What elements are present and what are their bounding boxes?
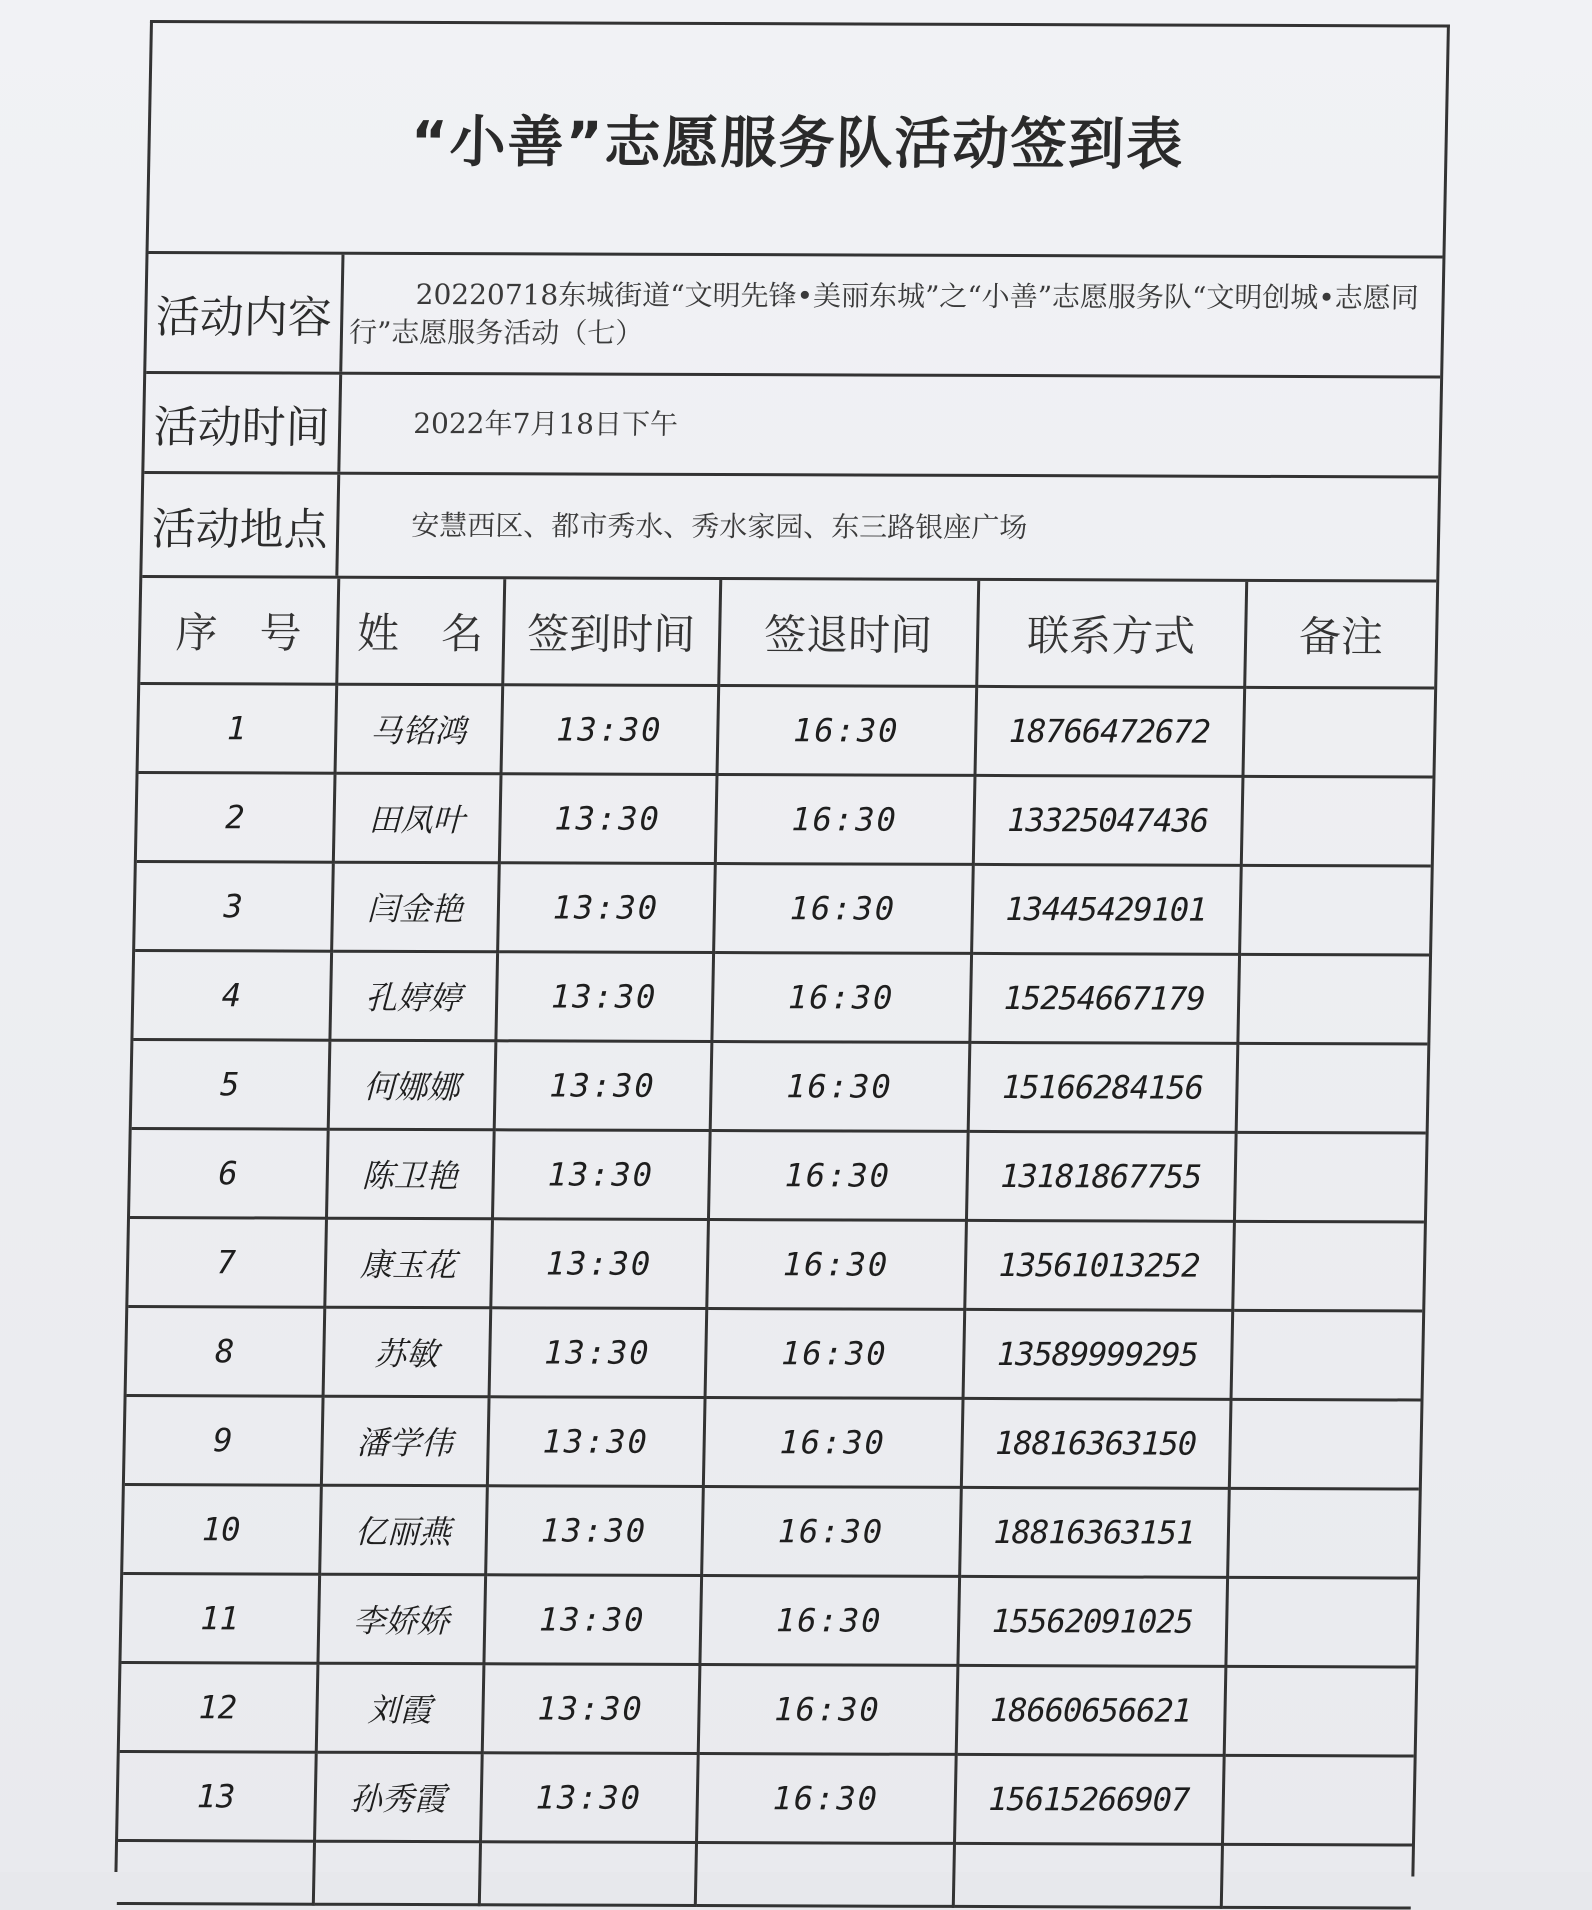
activity-place-row [142,474,1438,583]
header-sign-out-time: 签退时间 [718,580,978,686]
row-sign-in: 13:30 [480,1753,698,1843]
row-sign-in: 13:30 [499,774,717,864]
row-name: 亿丽燕 [319,1485,487,1575]
row-name: 孔婷婷 [329,951,497,1041]
row-note [1234,1132,1426,1222]
title-row [149,23,1447,259]
empty-cell [953,1843,1222,1907]
row-sign-out: 16:30 [715,775,975,865]
activity-content-label: 活动内容 [146,254,344,372]
row-note [1224,1666,1416,1756]
row-sign-out: 16:30 [701,1487,961,1577]
row-sign-out: 16:30 [699,1576,959,1666]
row-name: 何娜娜 [328,1040,496,1130]
row-phone: 18660656621 [956,1665,1226,1755]
row-serial: 3 [135,862,333,952]
row-serial: 2 [137,773,335,863]
header-contact: 联系方式 [976,581,1246,687]
row-sign-out: 16:30 [705,1309,965,1399]
row-phone: 15562091025 [957,1576,1227,1666]
row-serial: 5 [132,1040,330,1130]
row-name: 孙秀霞 [314,1752,482,1842]
row-name: 李娇娇 [317,1574,485,1664]
table-row [132,1040,1428,1134]
activity-place-value: 安慧西区、都市秀水、秀水家园、东三路银座广场 [410,508,1028,544]
row-serial: 6 [130,1129,328,1219]
table-header-row [140,578,1436,688]
table-row [130,1129,1426,1223]
row-sign-out: 16:30 [708,1131,968,1221]
header-remarks: 备注 [1244,582,1436,688]
header-sign-in-time: 签到时间 [502,579,720,685]
row-sign-out: 16:30 [711,953,971,1043]
row-sign-in: 13:30 [490,1219,708,1309]
row-sign-out: 16:30 [717,686,977,776]
row-sign-in: 13:30 [482,1664,700,1754]
row-name: 苏敏 [323,1307,491,1397]
row-phone: 15166284156 [968,1042,1238,1132]
row-sign-in: 13:30 [492,1130,710,1220]
row-sign-in: 13:30 [487,1397,705,1487]
empty-cell [695,1843,954,1907]
row-sign-out: 16:30 [706,1220,966,1310]
row-sign-in: 13:30 [483,1575,701,1665]
row-sign-in: 13:30 [501,685,719,775]
table-row [125,1396,1421,1490]
row-name: 闫金艳 [331,862,499,952]
row-serial: 8 [127,1307,325,1397]
row-name: 田凤叶 [333,773,501,863]
activity-time-value: 2022年7月18日下午 [412,406,679,441]
row-serial: 4 [133,951,331,1041]
table-row [127,1307,1423,1401]
table-row [118,1751,1414,1845]
table-row [137,773,1433,867]
activity-time-row [144,374,1440,479]
row-name: 陈卫艳 [326,1129,494,1219]
row-phone: 13325047436 [973,775,1243,865]
activity-place-label: 活动地点 [142,474,340,576]
row-note [1222,1755,1414,1845]
empty-cell [1221,1844,1412,1908]
row-note [1239,865,1431,955]
row-sign-out: 16:30 [703,1398,963,1488]
row-phone: 13445429101 [971,864,1241,954]
row-sign-in: 13:30 [494,1041,712,1131]
row-phone: 13181867755 [966,1131,1236,1221]
row-sign-out: 16:30 [696,1754,956,1844]
sheet-title: “小善”志愿服务队活动签到表 [410,109,1186,178]
row-note [1232,1221,1424,1311]
activity-content-value: 20220718东城街道“文明先锋•美丽东城”之“小善”志愿服务队“文明创城•志愿同行”志愿服务活动（七） [348,277,1420,350]
row-phone: 15254667179 [969,953,1239,1043]
table-row [128,1218,1424,1312]
row-serial: 12 [120,1663,318,1753]
sign-in-table [117,578,1436,1910]
row-serial: 13 [118,1751,316,1841]
row-serial: 7 [128,1218,326,1308]
row-serial: 1 [139,684,337,774]
table-row [133,951,1429,1045]
row-note [1242,687,1434,777]
row-note [1229,1399,1421,1489]
row-phone: 13561013252 [964,1220,1234,1310]
row-note [1241,776,1433,866]
row-sign-in: 13:30 [497,863,715,953]
header-serial: 序 号 [140,578,338,684]
row-name: 康玉花 [324,1218,492,1308]
table-row-empty [117,1840,1412,1908]
table-row [139,684,1435,778]
empty-cell [117,1840,314,1904]
row-phone: 18816363151 [959,1487,1229,1577]
row-serial: 11 [121,1574,319,1664]
row-note [1231,1310,1423,1400]
row-phone: 13589999295 [963,1309,1233,1399]
table-row [120,1663,1416,1757]
row-name: 潘学伟 [321,1396,489,1486]
header-name: 姓 名 [336,579,504,685]
activity-time-label: 活动时间 [144,374,342,472]
activity-content-row [146,254,1442,379]
row-note [1225,1577,1417,1667]
row-sign-in: 13:30 [495,952,713,1042]
row-serial: 10 [123,1485,321,1575]
row-sign-in: 13:30 [489,1308,707,1398]
row-note [1227,1488,1419,1578]
table-row [121,1574,1417,1668]
table-row [135,862,1431,956]
empty-cell [479,1842,696,1906]
row-note [1237,954,1429,1044]
row-sign-out: 16:30 [713,864,973,954]
row-name: 马铭鸿 [335,684,503,774]
row-serial: 9 [125,1396,323,1486]
row-phone: 18766472672 [975,686,1245,776]
table-row [123,1485,1419,1579]
row-sign-out: 16:30 [710,1042,970,1132]
empty-cell [313,1841,480,1905]
row-sign-out: 16:30 [698,1665,958,1755]
sign-in-sheet [114,20,1449,1877]
row-name: 刘霞 [316,1663,484,1753]
row-phone: 18816363150 [961,1398,1231,1488]
row-sign-in: 13:30 [485,1486,703,1576]
row-phone: 15615266907 [954,1754,1224,1844]
row-note [1236,1043,1428,1133]
